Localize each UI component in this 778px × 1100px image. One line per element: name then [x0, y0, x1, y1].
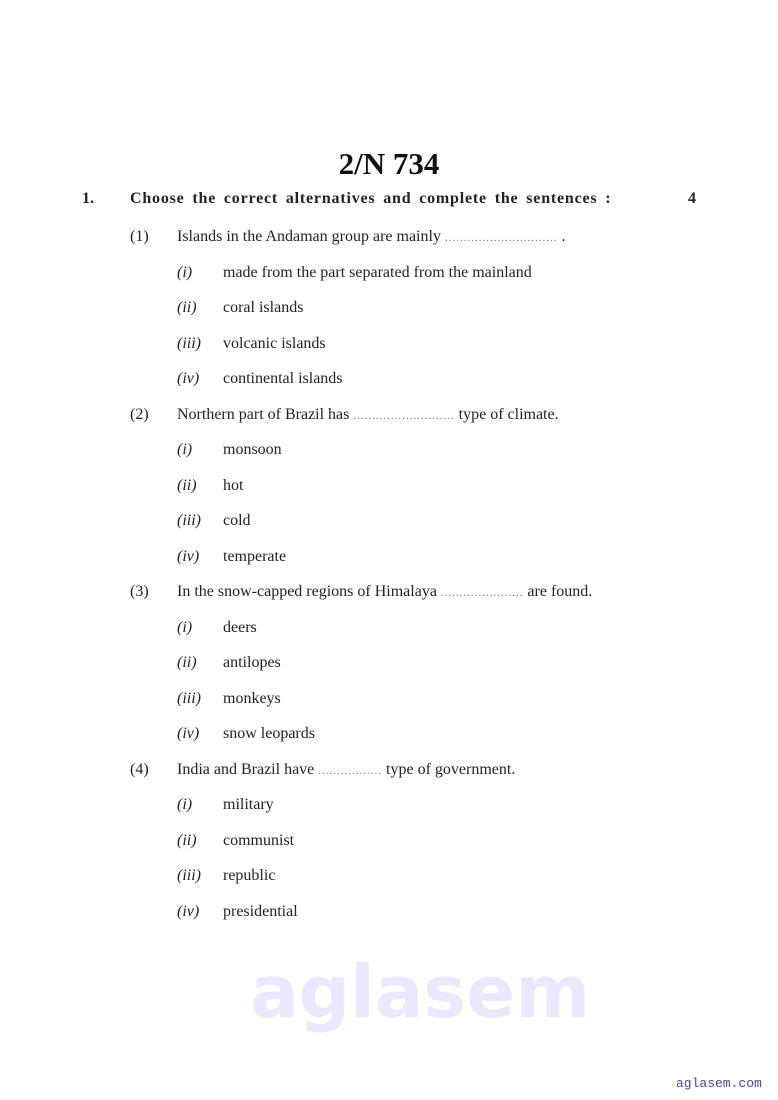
option-label: (iv) — [177, 370, 200, 387]
option-text: hot — [223, 476, 244, 494]
sub-question-label: (4) — [130, 760, 149, 778]
sub-question-tail: . — [561, 228, 566, 245]
question-text: Choose the correct alternatives and complete the sentences : — [130, 190, 612, 207]
option-text: communist — [223, 831, 295, 849]
answer-blank: ...................... — [440, 587, 524, 599]
option-label: (ii) — [177, 299, 197, 316]
page-code: 2/N 734 — [338, 146, 440, 181]
option-text: volcanic islands — [223, 334, 326, 352]
option-label: (iii) — [177, 334, 201, 352]
option-text: deers — [223, 618, 257, 636]
option-text: presidential — [223, 902, 298, 920]
sub-question-text — [177, 761, 515, 779]
answer-blank: ........................... — [353, 409, 455, 422]
question-number: 1. — [82, 190, 94, 207]
option-label: (i) — [177, 796, 193, 813]
option-label: (ii) — [177, 476, 197, 494]
sub-question-label: (1) — [130, 228, 149, 245]
option-text: monsoon — [223, 441, 282, 458]
option-text: snow leopards — [223, 725, 315, 742]
option-label: (iii) — [177, 867, 201, 884]
option-label: (i) — [177, 263, 193, 281]
option-text: made from the part separated from the mainland — [223, 263, 532, 281]
footer-link[interactable]: aglasem.com — [676, 1076, 762, 1091]
option-text: cold — [223, 512, 251, 529]
option-text: coral islands — [223, 299, 304, 316]
sub-question-stem: In the snow-capped regions of Himalaya — [177, 583, 437, 600]
option-text: monkeys — [223, 689, 281, 707]
option-label: (ii) — [177, 654, 197, 671]
sub-question-tail: are found. — [527, 583, 593, 600]
answer-blank: ................. — [318, 764, 383, 777]
option-label: (ii) — [177, 831, 197, 849]
sub-question-text — [177, 406, 559, 424]
sub-question-tail: type of government. — [386, 760, 516, 778]
question-marks: 4 — [688, 190, 696, 207]
option-text: antilopes — [223, 654, 281, 671]
sub-question-text — [177, 228, 565, 246]
sub-question-tail: type of climate. — [458, 405, 559, 423]
option-text: military — [223, 796, 274, 813]
question-line — [130, 190, 696, 208]
option-label: (iv) — [177, 547, 200, 565]
watermark: aglasem — [250, 950, 591, 1034]
option-label: (i) — [177, 618, 193, 636]
option-text: temperate — [223, 547, 287, 565]
sub-question-stem: India and Brazil have — [177, 760, 315, 778]
option-label: (iii) — [177, 512, 201, 529]
option-text: republic — [223, 867, 276, 884]
sub-question-stem: Northern part of Brazil has — [177, 405, 350, 423]
option-text: continental islands — [223, 370, 343, 387]
option-label: (i) — [177, 441, 193, 458]
option-label: (iii) — [177, 689, 201, 707]
sub-question-stem: Islands in the Andaman group are mainly — [177, 228, 441, 245]
option-label: (iv) — [177, 902, 200, 920]
option-label: (iv) — [177, 725, 200, 742]
answer-blank: .............................. — [444, 232, 558, 244]
sub-question-text — [177, 583, 592, 601]
sub-question-label: (2) — [130, 405, 149, 423]
sub-question-label: (3) — [130, 583, 149, 600]
